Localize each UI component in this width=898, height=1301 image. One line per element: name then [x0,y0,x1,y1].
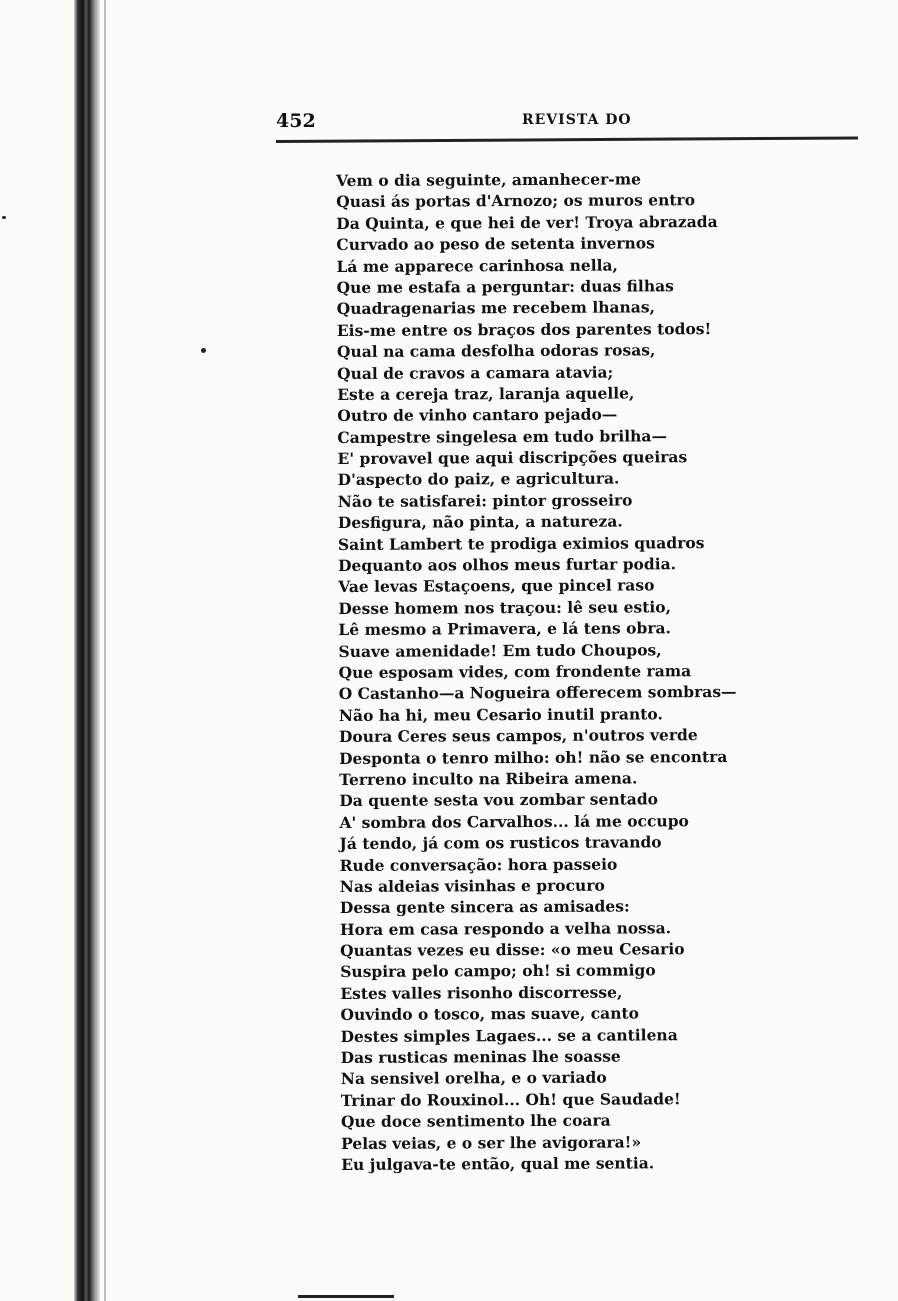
poem-line: Qual de cravos a camara atavia; [337,362,614,383]
poem-line: Quadragenarias me recebem lhanas, [336,297,655,319]
poem-line: Rude conversação: hora passeio [339,854,618,875]
poem-line: Destes simples Lagaes... se a cantilena [340,1024,678,1046]
poem-line: Outro de vinho cantaro pejado— [337,404,618,426]
ink-speck [201,348,206,353]
poem-line: Lá me apparece carinhosa nella, [336,255,618,276]
poem-line: Da quente sesta vou zombar sentado [339,789,659,811]
page-number: 452 [276,110,316,132]
poem-line: Quasi ás portas d'Arnozo; os muros entro [336,190,696,212]
poem-line: Vem o dia seguinte, amanhecer-me [336,169,641,190]
poem-line: Suave amenidade! Em tudo Choupos, [338,639,662,661]
poem-line: Campestre singelesa em tudo brilha— [337,425,667,447]
poem-line: Não te satisfarei: pintor grosseiro [337,490,633,511]
poem-line: Terreno inculto na Ribeira amena. [339,768,638,789]
poem-line: Já tendo, já com os rusticos travando [339,832,662,854]
poem-line: Da Quinta, e que hei de ver! Troya abrazada [336,211,718,233]
poem-line: Vae levas Estaçoens, que pincel raso [338,575,655,597]
ink-speck [2,216,6,219]
book-gutter-shadow [74,0,100,1301]
poem-line: Lê mesmo a Primavera, e lá tens obra. [338,618,671,640]
poem-line: Nas aldeias visinhas e procuro [339,875,605,896]
poem-line: O Castanho—a Nogueira offerecem sombras— [338,682,737,704]
footer-rule [298,1295,394,1298]
poem-line: Desse homem nos traçou: lê seu estio, [338,597,672,618]
poem-line: Na sensivel orelha, e o variado [340,1068,607,1089]
poem-line: Pelas veias, e o ser lhe avigorara!» [341,1131,642,1153]
running-head: REVISTA DO [522,112,632,128]
poem-line: Quantas vezes eu disse: «o meu Cesario [340,939,685,961]
poem-line: Que esposam vides, com frondente rama [338,661,692,682]
poem-line: E' provavel que aqui discripções queiras [337,447,688,469]
poem-line: Ouvindo o tosco, mas suave, canto [340,1003,640,1025]
poem-line: Eu julgava-te então, qual me sentia. [341,1153,655,1174]
poem-line: Eis-me entre os braços dos parentes todos! [336,318,712,340]
poem-line: D'aspecto do paiz, e agricultura. [337,468,620,490]
poem-line: Não ha hi, meu Cesario inutil pranto. [338,704,663,725]
poem-line: Dequanto aos olhos meus furtar podia. [338,554,677,576]
poem-line: Que doce sentimento lhe coara [340,1110,611,1132]
header-rule [276,136,858,143]
poem-line: Este a cereja traz, laranja aquelle, [337,383,635,404]
poem-line: Estes valles risonho discorresse, [340,982,623,1003]
poem-line: Qual na cama desfolha odoras rosas, [336,340,656,362]
poem-line: Trinar do Rouxinol... Oh! que Saudade! [340,1089,681,1110]
poem-line: Saint Lambert te prodiga eximios quadros [337,532,705,554]
poem-line: Doura Ceres seus campos, n'outros verde [338,725,698,747]
poem-line: Dessa gente sincera as amisades: [339,896,630,918]
poem-line: Curvado ao peso de setenta invernos [336,233,655,255]
gutter-edge-line [104,0,106,1301]
poem-text [336,168,741,1175]
poem-line: A' sombra dos Carvalhos... lá me occupo [339,810,689,832]
poem-line: Hora em casa respondo a velha nossa. [339,917,672,939]
poem-line: Que me estafa a perguntar: duas filhas [336,276,674,297]
poem-line: Suspira pelo campo; oh! si commigo [340,960,656,982]
poem-line: Das rusticas meninas lhe soasse [340,1046,621,1068]
poem-line: Desfigura, não pinta, a natureza. [337,511,623,533]
poem-line: Desponta o tenro milho: oh! não se encontra [339,746,728,768]
